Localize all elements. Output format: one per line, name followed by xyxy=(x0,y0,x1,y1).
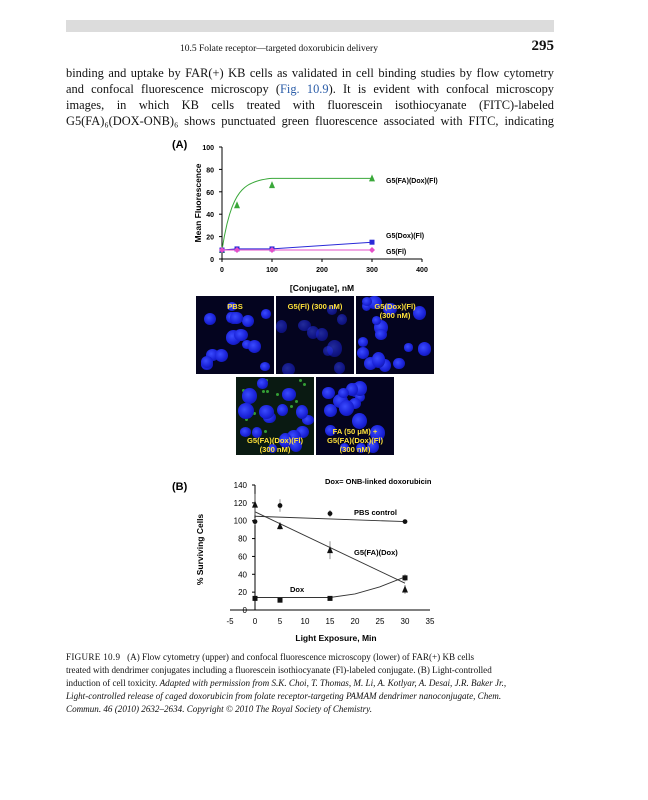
y-tick-label: 40 xyxy=(206,212,214,220)
x-axis-label: Light Exposure, Min xyxy=(295,633,377,643)
y-tick-label: 120 xyxy=(233,498,247,508)
body-text-fragment: ). It is evident with confocal microscopy xyxy=(328,82,554,96)
cell-nucleus xyxy=(215,349,228,362)
cell-nucleus xyxy=(307,326,319,339)
x-axis-label: [Conjugate], nM xyxy=(289,283,355,293)
series-line xyxy=(222,178,372,250)
y-tick-label: 60 xyxy=(238,552,247,562)
data-point xyxy=(234,247,240,253)
caption-citation: Light-controlled release of caged doxorubicin from folate receptor-targeting PAMAM dendrimer nanoconjugate, Chem. xyxy=(66,691,502,701)
series-label: PBS control xyxy=(354,508,397,517)
cell-nucleus xyxy=(358,337,368,347)
cell-nucleus xyxy=(282,363,295,374)
cell-nucleus xyxy=(248,340,261,353)
body-line: binding and uptake by FAR(+) KB cells as validated in cell binding studies by flow cytometry xyxy=(66,66,554,80)
micrograph-g5fl xyxy=(276,296,354,374)
panel-a-label: (A) xyxy=(172,139,188,151)
y-tick-label: 0 xyxy=(210,257,214,264)
data-point xyxy=(328,511,333,516)
series-line xyxy=(222,242,372,250)
series-label: G5(FA)(Dox)(Fl) xyxy=(386,178,438,185)
x-tick-label: 300 xyxy=(366,267,378,274)
data-point xyxy=(278,503,283,508)
cell-nucleus xyxy=(204,313,216,326)
cell-nucleus xyxy=(338,388,349,398)
body-paragraph xyxy=(66,65,554,129)
series-label: G5(Fl) xyxy=(386,249,407,256)
micrograph-label: G5(FA)(Dox)(Fl) xyxy=(246,436,304,445)
y-axis-label: % Surviving Cells xyxy=(195,513,205,586)
green-fluorescence-speck xyxy=(266,390,269,393)
y-tick-label: 60 xyxy=(206,189,214,197)
fit-line xyxy=(255,512,405,583)
data-point xyxy=(328,596,333,601)
y-tick-label: 20 xyxy=(238,588,247,598)
green-fluorescence-speck xyxy=(295,400,298,403)
running-head: 10.5 Folate receptor—targeted doxorubicin delivery xyxy=(180,44,378,54)
data-point xyxy=(220,248,225,253)
x-tick-label: 0 xyxy=(252,617,258,626)
data-point xyxy=(369,247,375,253)
x-tick-label: 25 xyxy=(375,617,385,626)
cell-nucleus xyxy=(372,352,386,367)
caption-text: (A) Flow cytometry (upper) and confocal fluorescence microscopy (lower) of FAR(+) KB cells xyxy=(127,652,475,662)
cell-nucleus xyxy=(418,342,432,356)
micrograph-label: G5(FA)(Dox)(Fl) xyxy=(326,436,384,445)
x-tick-label: 20 xyxy=(350,617,360,626)
micrograph-g5fadox xyxy=(236,377,314,455)
x-tick-label: 400 xyxy=(416,267,428,274)
micrograph-fa-block xyxy=(316,377,394,455)
caption-text: induction of cell toxicity. xyxy=(66,678,160,688)
data-point xyxy=(369,174,375,181)
micrograph-label: (300 nM) xyxy=(339,445,371,454)
header-bar xyxy=(66,20,554,32)
fit-line xyxy=(255,577,405,598)
series-label: G5(FA)(Dox) xyxy=(354,548,398,557)
micrograph-pbs xyxy=(196,296,274,374)
data-point xyxy=(403,519,408,524)
chart-annotation: Dox= ONB-linked doxorubicin xyxy=(325,477,432,486)
cell-nucleus xyxy=(404,343,413,351)
green-fluorescence-speck xyxy=(276,393,279,396)
micrograph-label: G5(Dox)(Fl) xyxy=(374,302,416,311)
micrograph-label: PBS xyxy=(227,302,243,311)
x-tick-label: 5 xyxy=(277,617,283,626)
micrograph-label: G5(Fl) (300 nM) xyxy=(287,302,343,311)
cell-nucleus xyxy=(324,404,337,417)
series-label: G5(Dox)(Fl) xyxy=(386,233,425,240)
cell-nucleus xyxy=(375,329,387,340)
y-axis-label: Mean Fluorescence xyxy=(193,163,203,243)
cell-nucleus xyxy=(238,403,254,419)
data-point xyxy=(403,575,408,580)
figure-caption xyxy=(66,651,554,716)
y-tick-label: 100 xyxy=(233,516,247,526)
cell-nucleus xyxy=(393,358,405,370)
figure-label: FIGURE 10.9 xyxy=(66,652,121,662)
cell-nucleus xyxy=(282,388,296,400)
y-tick-label: 40 xyxy=(238,570,247,580)
panel-b-label: (B) xyxy=(172,481,188,493)
micrograph-label: (300 nM) xyxy=(379,311,411,320)
green-fluorescence-speck xyxy=(299,379,302,382)
cell-nucleus xyxy=(327,340,342,357)
data-point xyxy=(270,246,275,251)
cell-nucleus xyxy=(334,362,345,374)
green-fluorescence-speck xyxy=(290,405,293,408)
micrograph-label: (300 nM) xyxy=(259,445,291,454)
data-point xyxy=(219,247,225,253)
body-text-fragment: and confocal fluorescence microscopy ( xyxy=(66,82,281,96)
y-tick-label: 80 xyxy=(238,534,247,544)
cell-nucleus xyxy=(242,315,254,327)
micrograph-label: FA (50 μM) + xyxy=(332,427,378,436)
body-line: images, in which KB cells treated with fluorescein isothiocyanate (FITC)-labeled xyxy=(66,98,554,112)
data-point xyxy=(252,501,258,508)
cell-nucleus xyxy=(276,320,287,332)
body-line xyxy=(66,81,554,97)
cell-nucleus xyxy=(339,400,355,416)
x-tick-label: 10 xyxy=(300,617,310,626)
cell-nucleus xyxy=(257,378,267,388)
data-point xyxy=(253,519,258,524)
data-point xyxy=(253,596,258,601)
data-point xyxy=(269,247,275,253)
x-tick-label: 30 xyxy=(400,617,410,626)
x-tick-label: -5 xyxy=(226,617,234,626)
data-point xyxy=(402,585,408,592)
figure-link[interactable]: Fig. 10.9 xyxy=(280,82,329,96)
data-point xyxy=(234,201,240,208)
fit-line xyxy=(255,516,405,521)
x-tick-label: 35 xyxy=(425,617,435,626)
page-number: 295 xyxy=(531,38,554,54)
caption-line xyxy=(66,677,554,690)
data-point xyxy=(278,598,283,603)
data-point xyxy=(327,546,333,553)
cell-nucleus xyxy=(259,405,274,418)
x-tick-label: 200 xyxy=(316,267,328,274)
data-point xyxy=(370,240,375,245)
x-tick-label: 0 xyxy=(220,267,224,274)
data-point xyxy=(277,522,283,529)
y-tick-label: 0 xyxy=(242,606,247,615)
cell-nucleus xyxy=(260,362,270,371)
green-fluorescence-speck xyxy=(303,383,306,386)
caption-line xyxy=(66,651,554,664)
y-tick-label: 100 xyxy=(202,145,214,152)
micrograph-g5doxfl xyxy=(356,296,434,374)
y-tick-label: 140 xyxy=(233,481,247,490)
series-label: Dox xyxy=(290,585,305,594)
cell-nucleus xyxy=(277,404,288,417)
y-tick-label: 20 xyxy=(206,234,214,242)
body-line: G5(FA)₆(DOX-ONB)₆ shows punctuated green fluorescence associated with FITC, indicating xyxy=(66,114,554,128)
green-fluorescence-speck xyxy=(264,430,267,433)
cell-nucleus xyxy=(337,314,347,325)
y-tick-label: 80 xyxy=(206,167,214,175)
data-point xyxy=(235,246,240,251)
caption-line: treated with dendrimer conjugates including a fluorescein isothiocyanate (Fl)-labeled conjugate. (B) Light-controlled xyxy=(66,665,492,675)
x-tick-label: 100 xyxy=(266,267,278,274)
cell-nucleus xyxy=(242,388,257,404)
x-tick-label: 15 xyxy=(325,617,335,626)
data-point xyxy=(219,246,225,253)
data-point xyxy=(269,181,275,188)
green-fluorescence-speck xyxy=(262,390,265,393)
caption-citation: Commun. 46 (2010) 2632–2634. Copyright © 2010 The Royal Society of Chemistry. xyxy=(66,704,372,714)
caption-citation: Adapted with permission from S.K. Choi, T. Thomas, M. Li, A. Kotlyar, A. Desai, J.R. Baker Jr., xyxy=(159,678,507,688)
